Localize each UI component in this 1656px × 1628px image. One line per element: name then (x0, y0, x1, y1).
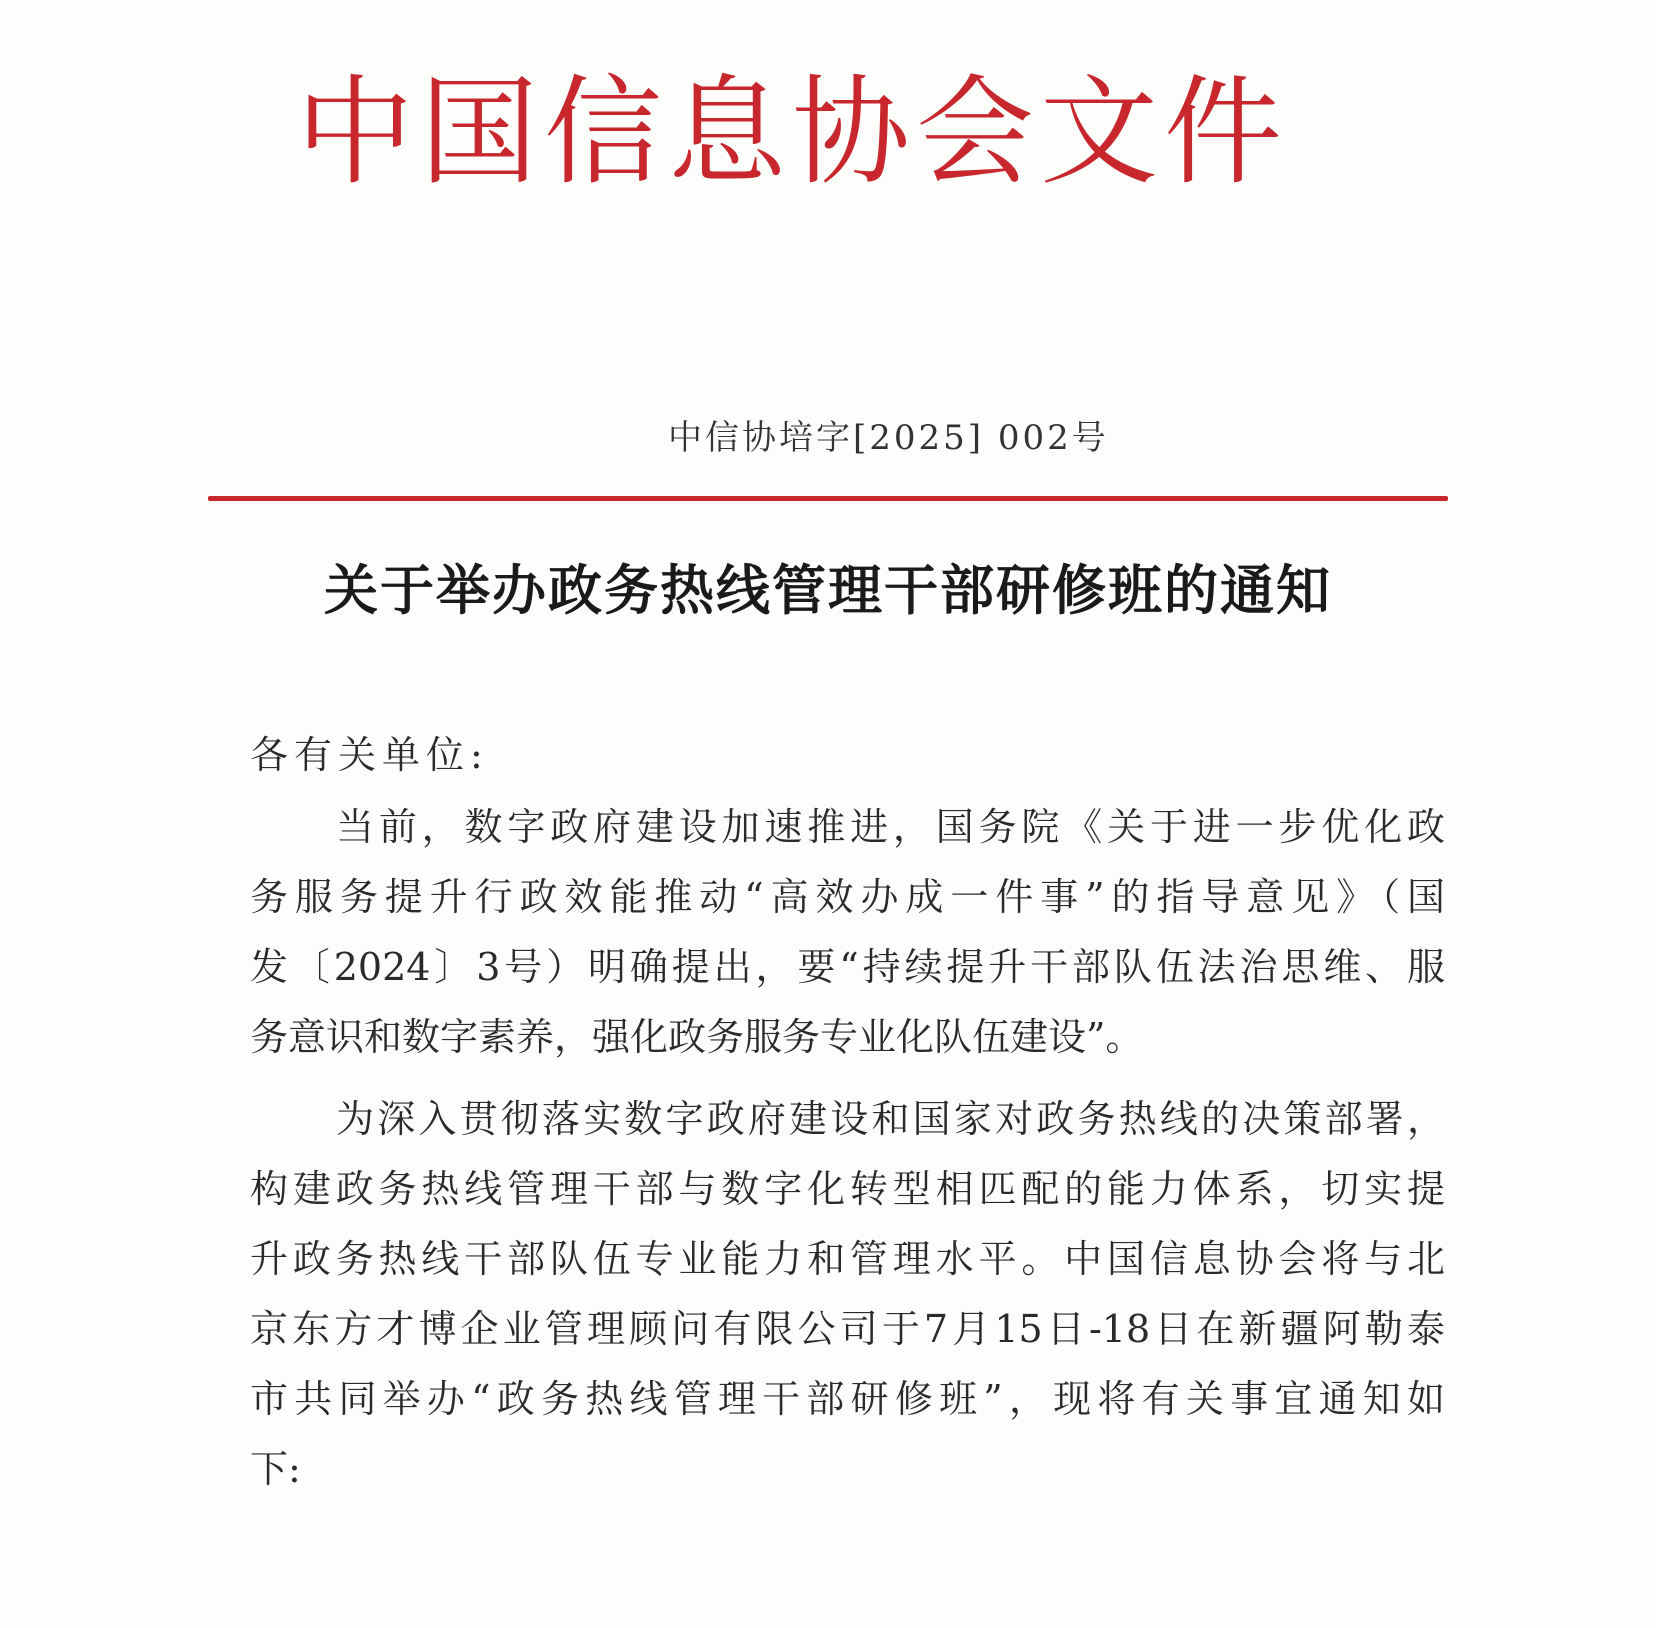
issuer-header: 中国信息协会文件 (296, 63, 1289, 201)
paragraph1-line: 当前，数字政府建设加速推进，国务院《关于进一步优化政 (336, 805, 1445, 849)
document-number: 中信协培字[2025] 002号 (668, 418, 1109, 458)
paragraph2-line: 构建政务热线管理干部与数字化转型相匹配的能力体系，切实提 (250, 1167, 1445, 1211)
red-divider-line (208, 496, 1448, 501)
paragraph2-line: 市共同举办“政务热线管理干部研修班”，现将有关事宜通知如 (250, 1377, 1445, 1421)
paragraph2-line: 下: (250, 1447, 301, 1491)
notice-title: 关于举办政务热线管理干部研修班的通知 (324, 559, 1332, 622)
salutation: 各有关单位: (250, 733, 489, 777)
paragraph2-line: 升政务热线干部队伍专业能力和管理水平。中国信息协会将与北 (250, 1237, 1445, 1281)
paragraph1-line: 务服务提升行政效能推动“高效办成一件事”的指导意见》（国 (250, 875, 1445, 919)
paragraph1-line: 发〔2024〕3号）明确提出，要“持续提升干部队伍法治思维、服 (250, 945, 1445, 989)
paragraph2-line: 为深入贯彻落实数字政府建设和国家对政务热线的决策部署， (336, 1097, 1445, 1141)
paragraph2-line: 京东方才博企业管理顾问有限公司于7月15日-18日在新疆阿勒泰 (250, 1307, 1445, 1351)
paragraph1-line: 务意识和数字素养，强化政务服务专业化队伍建设”。 (250, 1015, 1144, 1059)
